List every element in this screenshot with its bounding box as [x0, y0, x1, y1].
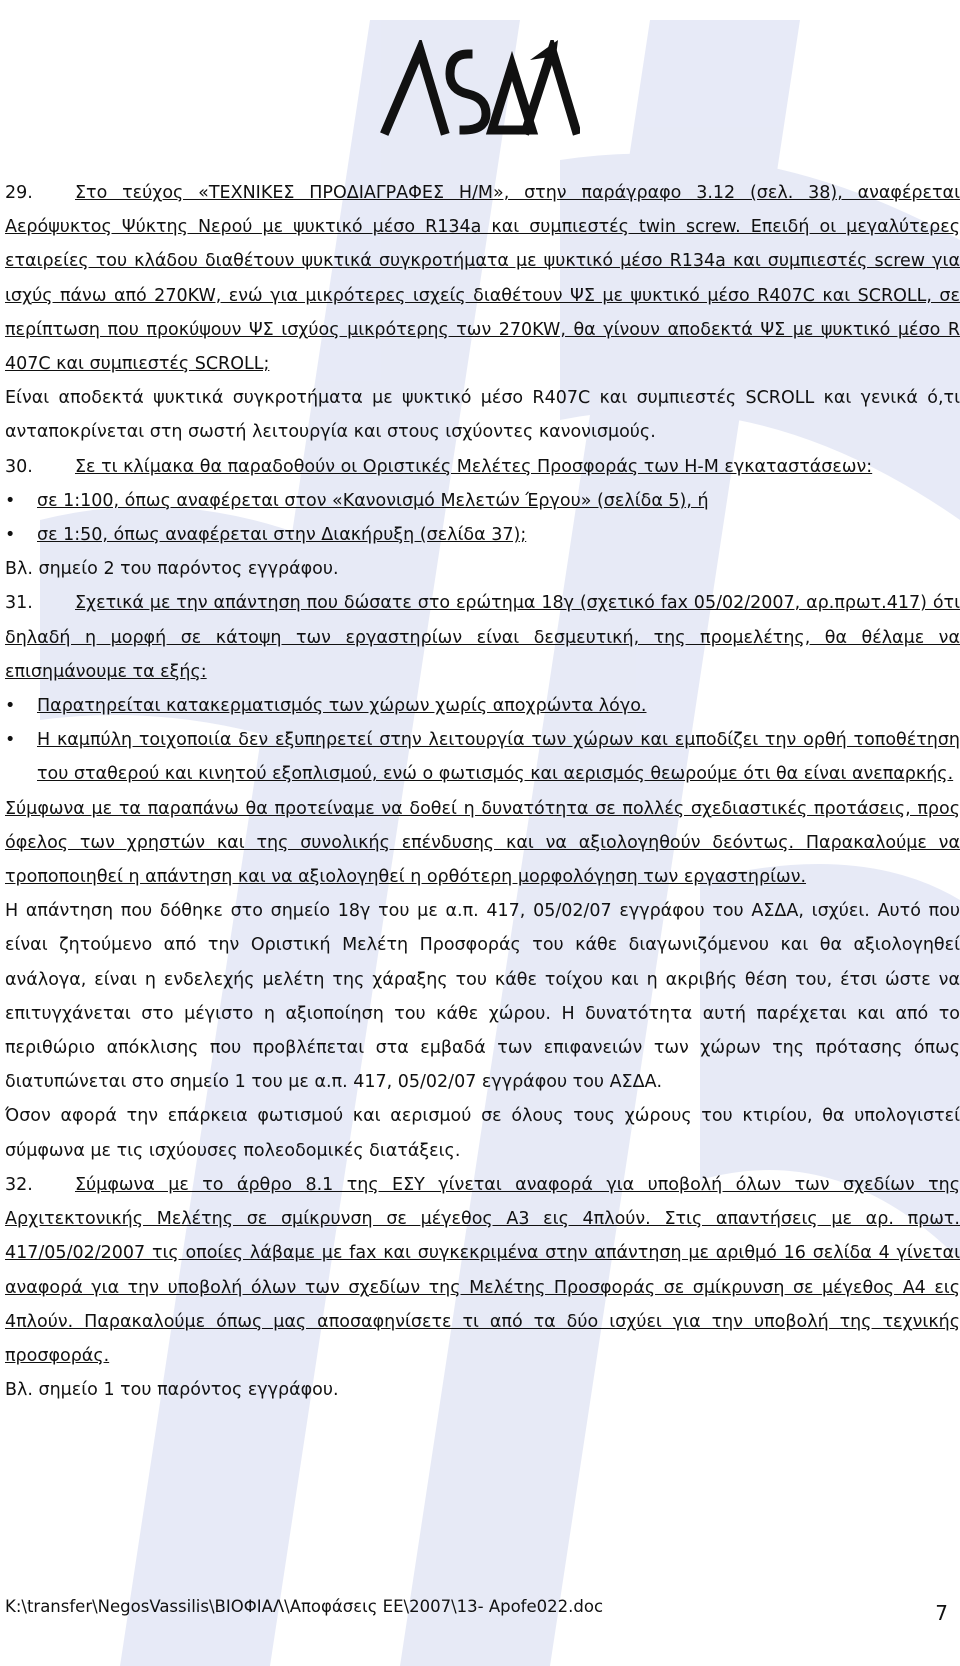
bullet-text: σε 1:50, όπως αναφέρεται στην Διακήρυξη (σελίδα 37); [37, 525, 527, 546]
question-number: 29. [5, 183, 33, 203]
question-number: 31. [5, 593, 33, 614]
answer-32: Βλ. σημείο 1 του παρόντος εγγράφου. [5, 1380, 339, 1401]
answer-31-part-1: Η απάντηση που δόθηκε στο σημείο 18γ του με α.π. 417, 05/02/07 εγγράφου του ΑΣΔΑ, ισχύει. Αυτό που είναι ζητούμενο από την Οριστική Μελέτη Προσφοράς του κάθε διαγωνιζόμενου και θα αξιολογηθεί ανάλογα, είναι η ενδελεχής μελέτη της χάραξης του κάθε τοίχου και η ακριβής θέση του, έτσι ώστε να επιτυγχάνεται στο μέγιστο η αξιοποίηση του κάθε χώρου. Η δυνατότητα αυτή παρέχεται και από το περιθώριο απόκλισης που προβλέπεται στα εμβαδά των επιφανειών των χώρων της πρότασης όπως διατυπώνεται στο σημείο 1 του με α.π. 417, 05/02/07 εγγράφου του ΑΣΔΑ. [5, 901, 960, 1093]
bullet-icon: • [5, 490, 16, 511]
question-29 [5, 176, 960, 381]
answer-31-part-2: Όσον αφορά την επάρκεια φωτισμού και αερισμού σε όλους τους χώρους του κτιρίου, θα υπολογιστεί σύμφωνα με τις ισχύουσες πολεοδομικές διατάξεις. [5, 1106, 960, 1161]
question-text: Σχετικά με την απάντηση που δώσατε στο ερώτημα 18γ (σχετικό fax 05/02/2007, αρ.πρωτ.417) ότι δηλαδή η μορφή σε κάτοψη των εργαστηρίων είναι δεσμευτική, της προμελέτης, θα θέλαμε να επισημάνουμε τα εξής: [5, 593, 960, 682]
question-30 [5, 450, 960, 484]
question-31 [5, 586, 960, 689]
bullet-item [5, 723, 960, 791]
asda-logo [380, 40, 580, 136]
document-body [5, 176, 960, 1407]
question-text: Στο τεύχος «ΤΕΧΝΙΚΕΣ ΠΡΟΔΙΑΓΡΑΦΕΣ Η/Μ», στην παράγραφο 3.12 (σελ. 38), αναφέρεται Αερόψυκτος Ψύκτης Νερού με ψυκτικό μέσο R134a και συμπιεστές twin screw. Επειδή οι μεγαλύτερες εταιρείες του κλάδου διαθέτουν ψυκτικά συγκροτήματα με ψυκτικό μέσο R134a και συμπιεστές screw για ισχύς πάνω από 270KW, ενώ για μικρότερες ισχείς διαθέτουν ΨΣ με ψυκτικό μέσο R407C και SCROLL, σε περίπτωση που προκύψουν ΨΣ ισχύος μικρότερης των 270KW, θα γίνουν αποδεκτά ΨΣ με ψυκτικό μέσο R 407C και συμπιεστές SCROLL; [5, 183, 960, 375]
answer-30: Βλ. σημείο 2 του παρόντος εγγράφου. [5, 559, 339, 580]
question-text: Σε τι κλίμακα θα παραδοθούν οι Οριστικές Μελέτες Προσφοράς των Η-Μ εγκαταστάσεων: [75, 456, 873, 477]
bullet-icon: • [5, 525, 16, 546]
bullet-item [5, 484, 960, 518]
question-number: 32. [5, 1174, 33, 1195]
bullet-icon: • [5, 696, 16, 717]
footer-file-path: K:\transfer\NegosVassilis\ΒΙΟΦΙΑΛ\Αποφάσεις ΕΕ\2007\13- Apofe022.doc [5, 1597, 604, 1616]
bullet-text: Παρατηρείται κατακερματισμός των χώρων χωρίς αποχρώντα λόγο. [37, 696, 647, 717]
bullet-item [5, 689, 960, 723]
page-number: 7 [935, 1601, 948, 1625]
question-31-continuation: Σύμφωνα με τα παραπάνω θα προτείναμε να δοθεί η δυνατότητα σε πολλές σχεδιαστικές προτάσεις, προς όφελος των χρηστών και της συνολικής επένδυσης και να αξιολογηθούν δεόντως. Παρακαλούμε να τροποποιηθεί η απάντηση και να αξιολογηθεί η ορθότερη μορφολόγηση των εργαστηρίων. [5, 798, 960, 888]
question-text: Σύμφωνα με το άρθρο 8.1 της ΕΣΥ γίνεται αναφορά για υποβολή όλων των σχεδίων της Αρχιτεκτονικής Μελέτης σε σμίκρυνση σε μέγεθος Α3 εις 4πλούν. Στις απαντήσεις με αρ. πρωτ. 417/05/02/2007 τις οποίες λάβαμε με fax και συγκεκριμένα στην απάντηση με αριθμό 16 σελίδα 4 γίνεται αναφορά για την υποβολή όλων των σχεδίων της Μελέτης Προσφοράς σε σμίκρυνση σε μέγεθος Α4 εις 4πλούν. Παρακαλούμε όπως μας αποσαφηνίσετε τι από τα δύο ισχύει για την υποβολή της τεχνικής προσφοράς. [5, 1174, 960, 1366]
bullet-text: Η καμπύλη τοιχοποιία δεν εξυπηρετεί στην λειτουργία των χώρων και εμποδίζει την ορθή τοποθέτηση του σταθερού και κινητού εξοπλισμού, ενώ ο φωτισμός και αερισμός θεωρούμε ότι θα είναι ανεπαρκής. [37, 730, 960, 785]
question-number: 30. [5, 456, 33, 477]
bullet-icon: • [5, 730, 16, 751]
question-32 [5, 1168, 960, 1373]
bullet-text: σε 1:100, όπως αναφέρεται στον «Κανονισμό Μελετών Έργου» (σελίδα 5), ή [37, 490, 709, 511]
bullet-item [5, 518, 960, 552]
answer-29: Είναι αποδεκτά ψυκτικά συγκροτήματα με ψυκτικό μέσο R407C και συμπιεστές SCROLL και γενικά ό,τι ανταποκρίνεται στη σωστή λειτουργία και στους ισχύοντες κανονισμούς. [5, 388, 960, 443]
